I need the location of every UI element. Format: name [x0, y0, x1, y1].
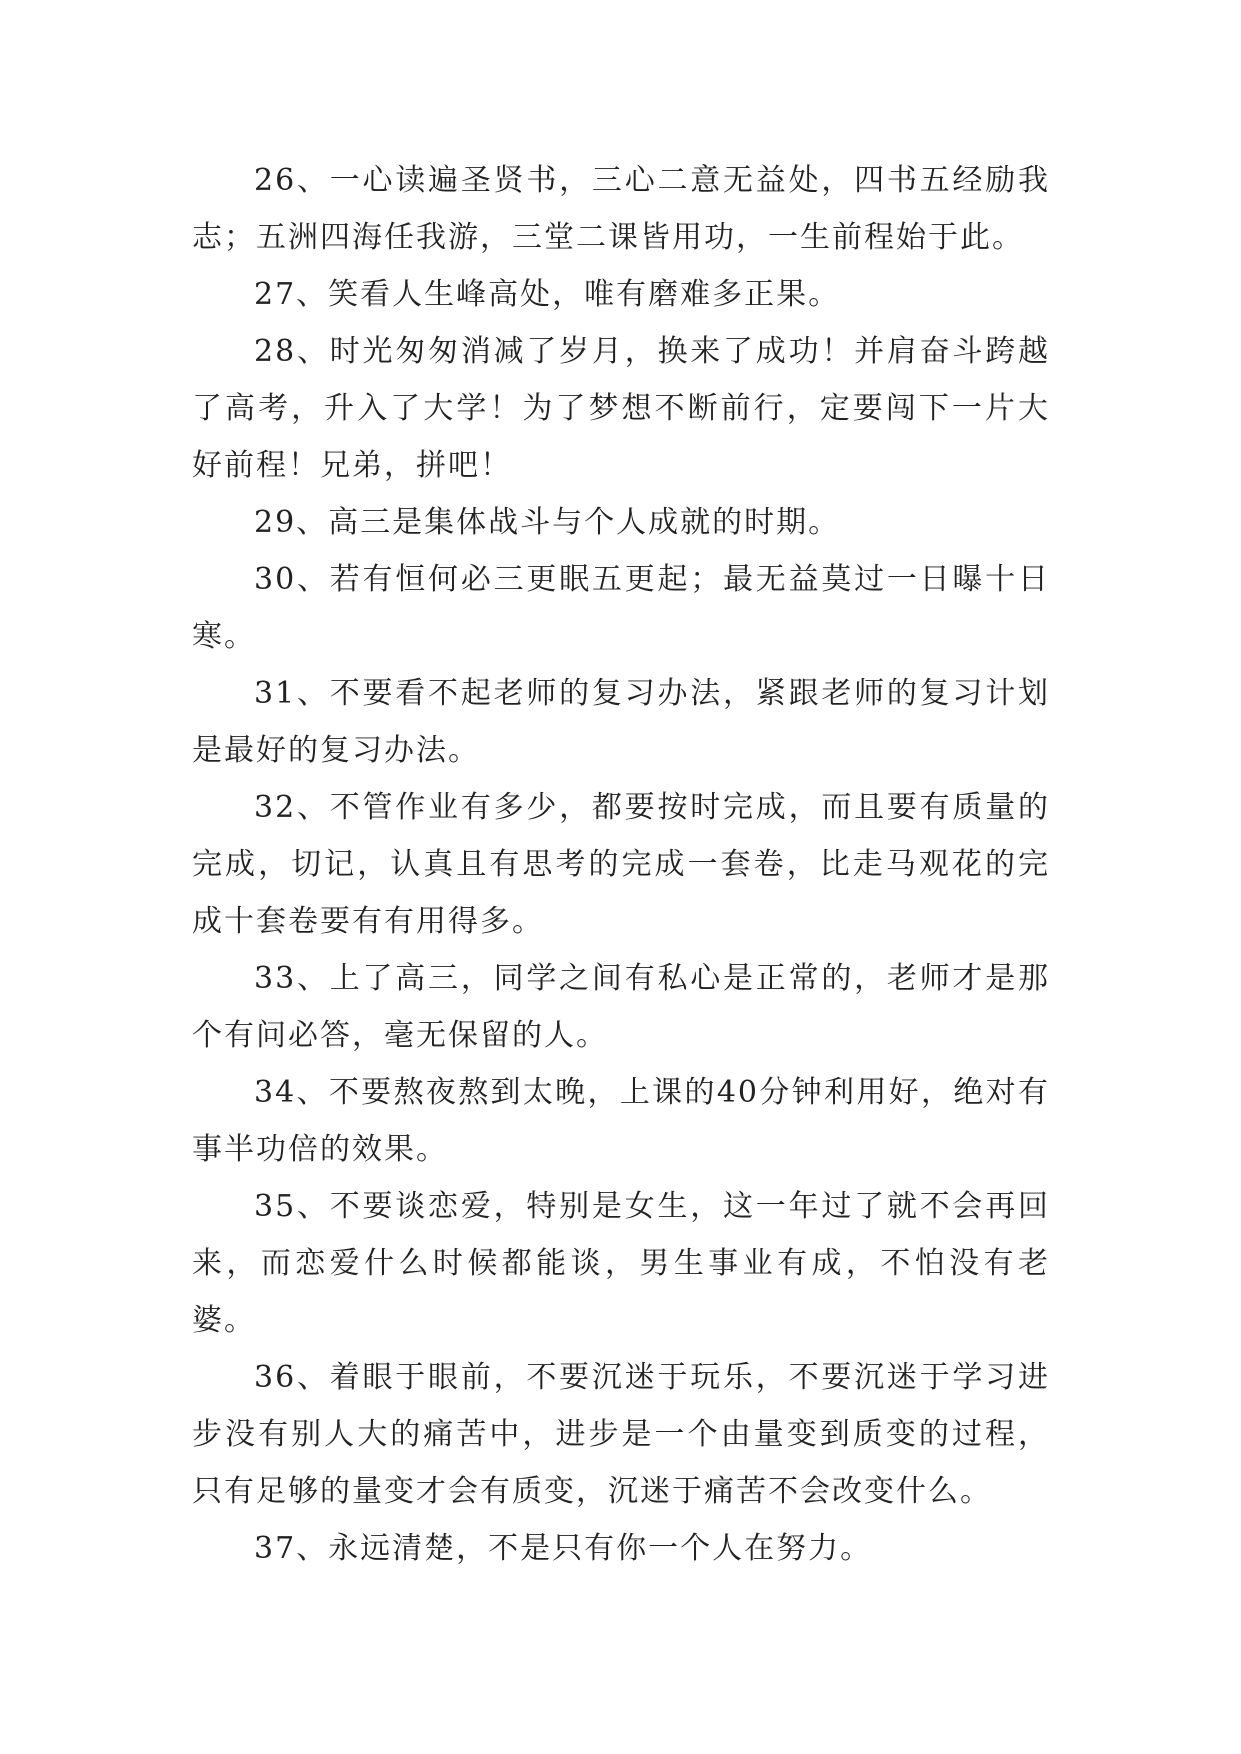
paragraph-37: 37、永远清楚，不是只有你一个人在努力。: [254, 1531, 873, 1566]
paragraph-35: 35、不要谈恋爱，特别是女生，这一年过了就不会再回来，而恋爱什么时候都能谈，男生事业有成，不怕没有老婆。: [192, 1189, 1050, 1338]
paragraph-36: 36、着眼于眼前，不要沉迷于玩乐，不要沉迷于学习进步没有别人大的痛苦中，进步是一个由量变到质变的过程，只有足够的量变才会有质变，沉迷于痛苦不会改变什么。: [192, 1360, 1050, 1509]
paragraph-30: 30、若有恒何必三更眠五更起；最无益莫过一日曝十日寒。: [192, 562, 1050, 654]
paragraph-34: 34、不要熬夜熬到太晚，上课的40分钟利用好，绝对有事半功倍的效果。: [192, 1075, 1050, 1167]
paragraph-28: 28、时光匆匆消减了岁月，换来了成功！并肩奋斗跨越了高考，升入了大学！为了梦想不断前行，定要闯下一片大好前程！兄弟，拼吧！: [192, 334, 1050, 483]
document-body: [192, 152, 1050, 1577]
paragraph-33: 33、上了高三，同学之间有私心是正常的，老师才是那个有问必答，毫无保留的人。: [192, 961, 1050, 1053]
paragraph-26: 26、一心读遍圣贤书，三心二意无益处，四书五经励我志；五洲四海任我游，三堂二课皆用功，一生前程始于此。: [192, 163, 1050, 255]
paragraph-32: 32、不管作业有多少，都要按时完成，而且要有质量的完成，切记，认真且有思考的完成一套卷，比走马观花的完成十套卷要有有用得多。: [192, 790, 1050, 939]
paragraph-29: 29、高三是集体战斗与个人成就的时期。: [254, 505, 841, 540]
paragraph-27: 27、笑看人生峰高处，唯有磨难多正果。: [254, 277, 841, 312]
paragraph-31: 31、不要看不起老师的复习办法，紧跟老师的复习计划是最好的复习办法。: [192, 676, 1050, 768]
